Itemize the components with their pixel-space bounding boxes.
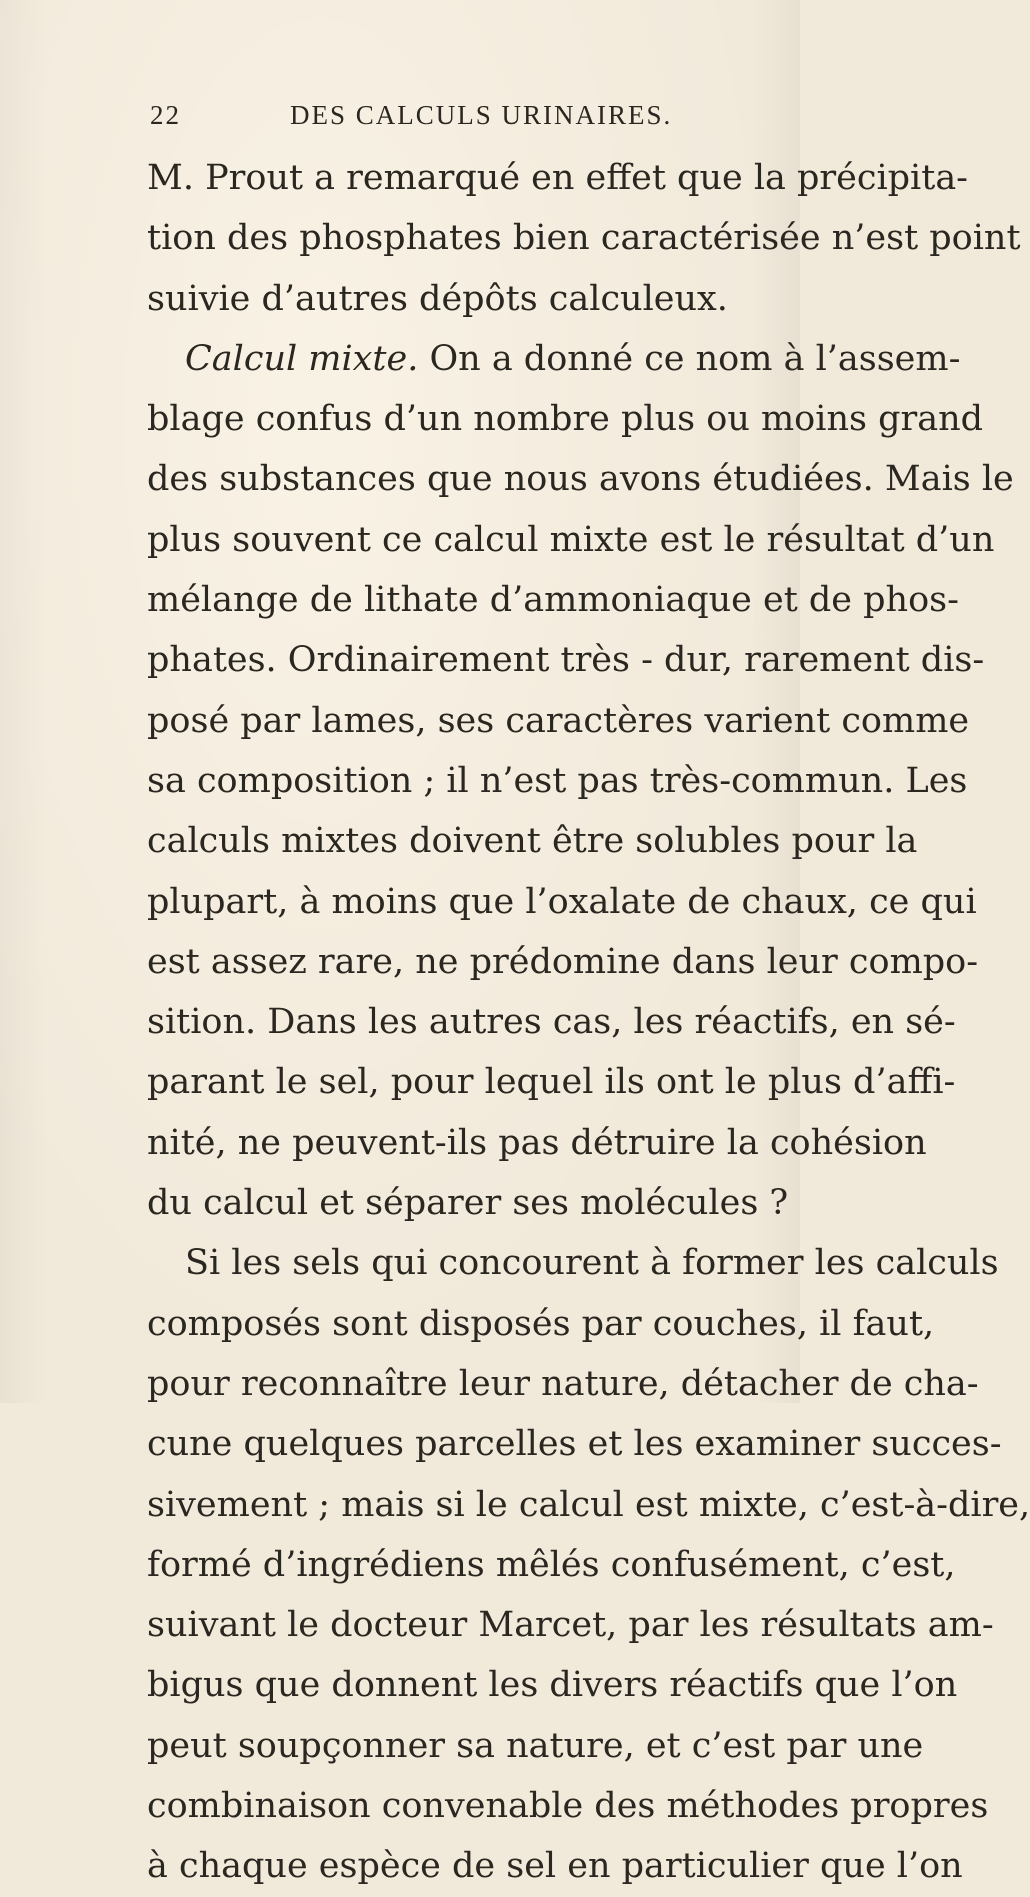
text-line: est assez rare, ne prédomine dans leur compo- <box>147 941 979 982</box>
text-line: à chaque espèce de sel en particulier que l’on <box>147 1846 963 1887</box>
text-line: des substances que nous avons étudiées. Mais le <box>147 459 1014 500</box>
text-line: sa composition ; il n’est pas très-commun. Les <box>147 760 968 801</box>
text-line: plupart, à moins que l’oxalate de chaux, ce qui <box>147 881 977 922</box>
text-line: formé d’ingrédiens mêlés confusément, c’est, <box>147 1544 956 1585</box>
text-line: tion des phosphates bien caractérisée n’est point <box>147 218 1021 259</box>
text-line: blage confus d’un nombre plus ou moins grand <box>147 399 984 440</box>
running-title: DES CALCULS URINAIRES. <box>290 100 673 130</box>
text-line: mélange de lithate d’ammoniaque et de phos- <box>147 580 959 621</box>
text-line: suivie d’autres dépôts calculeux. <box>147 278 728 319</box>
text-line: peut soupçonner sa nature, et c’est par une <box>147 1725 924 1766</box>
section-heading-continuation: On a donné ce nom à l’assem- <box>418 338 961 379</box>
page-number: 22 <box>150 100 181 130</box>
text-line: pour reconnaître leur nature, détacher de cha- <box>147 1363 979 1404</box>
text-line: parant le sel, pour lequel ils ont le plus d’affi- <box>147 1062 956 1103</box>
text-line-section-heading <box>147 329 961 389</box>
text-line: M. Prout a remarqué en effet que la précipita- <box>147 158 969 198</box>
running-head <box>150 100 790 140</box>
text-line: sition. Dans les autres cas, les réactifs, en sé- <box>147 1002 956 1043</box>
text-line: composés sont disposés par couches, il faut, <box>147 1303 935 1344</box>
text-line: plus souvent ce calcul mixte est le résultat d’un <box>147 519 995 560</box>
text-line: combinaison convenable des méthodes propres <box>147 1786 989 1827</box>
text-line: calculs mixtes doivent être solubles pour la <box>147 821 918 862</box>
text-line: du calcul et séparer ses molécules ? <box>147 1183 789 1224</box>
section-heading: Calcul mixte. <box>185 338 419 379</box>
text-line: sivement ; mais si le calcul est mixte, c’est-à-dire, <box>147 1484 1030 1525</box>
text-line: nité, ne peuvent-ils pas détruire la cohésion <box>147 1122 927 1163</box>
body-text <box>147 148 1030 1897</box>
text-line: bigus que donnent les divers réactifs que l’on <box>147 1665 958 1706</box>
text-line: suivant le docteur Marcet, par les résultats am- <box>147 1605 994 1646</box>
text-line: phates. Ordinairement très - dur, rarement dis- <box>147 640 985 681</box>
text-line: cune quelques parcelles et les examiner succes- <box>147 1424 1002 1465</box>
text-line: posé par lames, ses caractères varient comme <box>147 700 970 741</box>
text-line: Si les sels qui concourent à former les calculs <box>185 1243 999 1284</box>
